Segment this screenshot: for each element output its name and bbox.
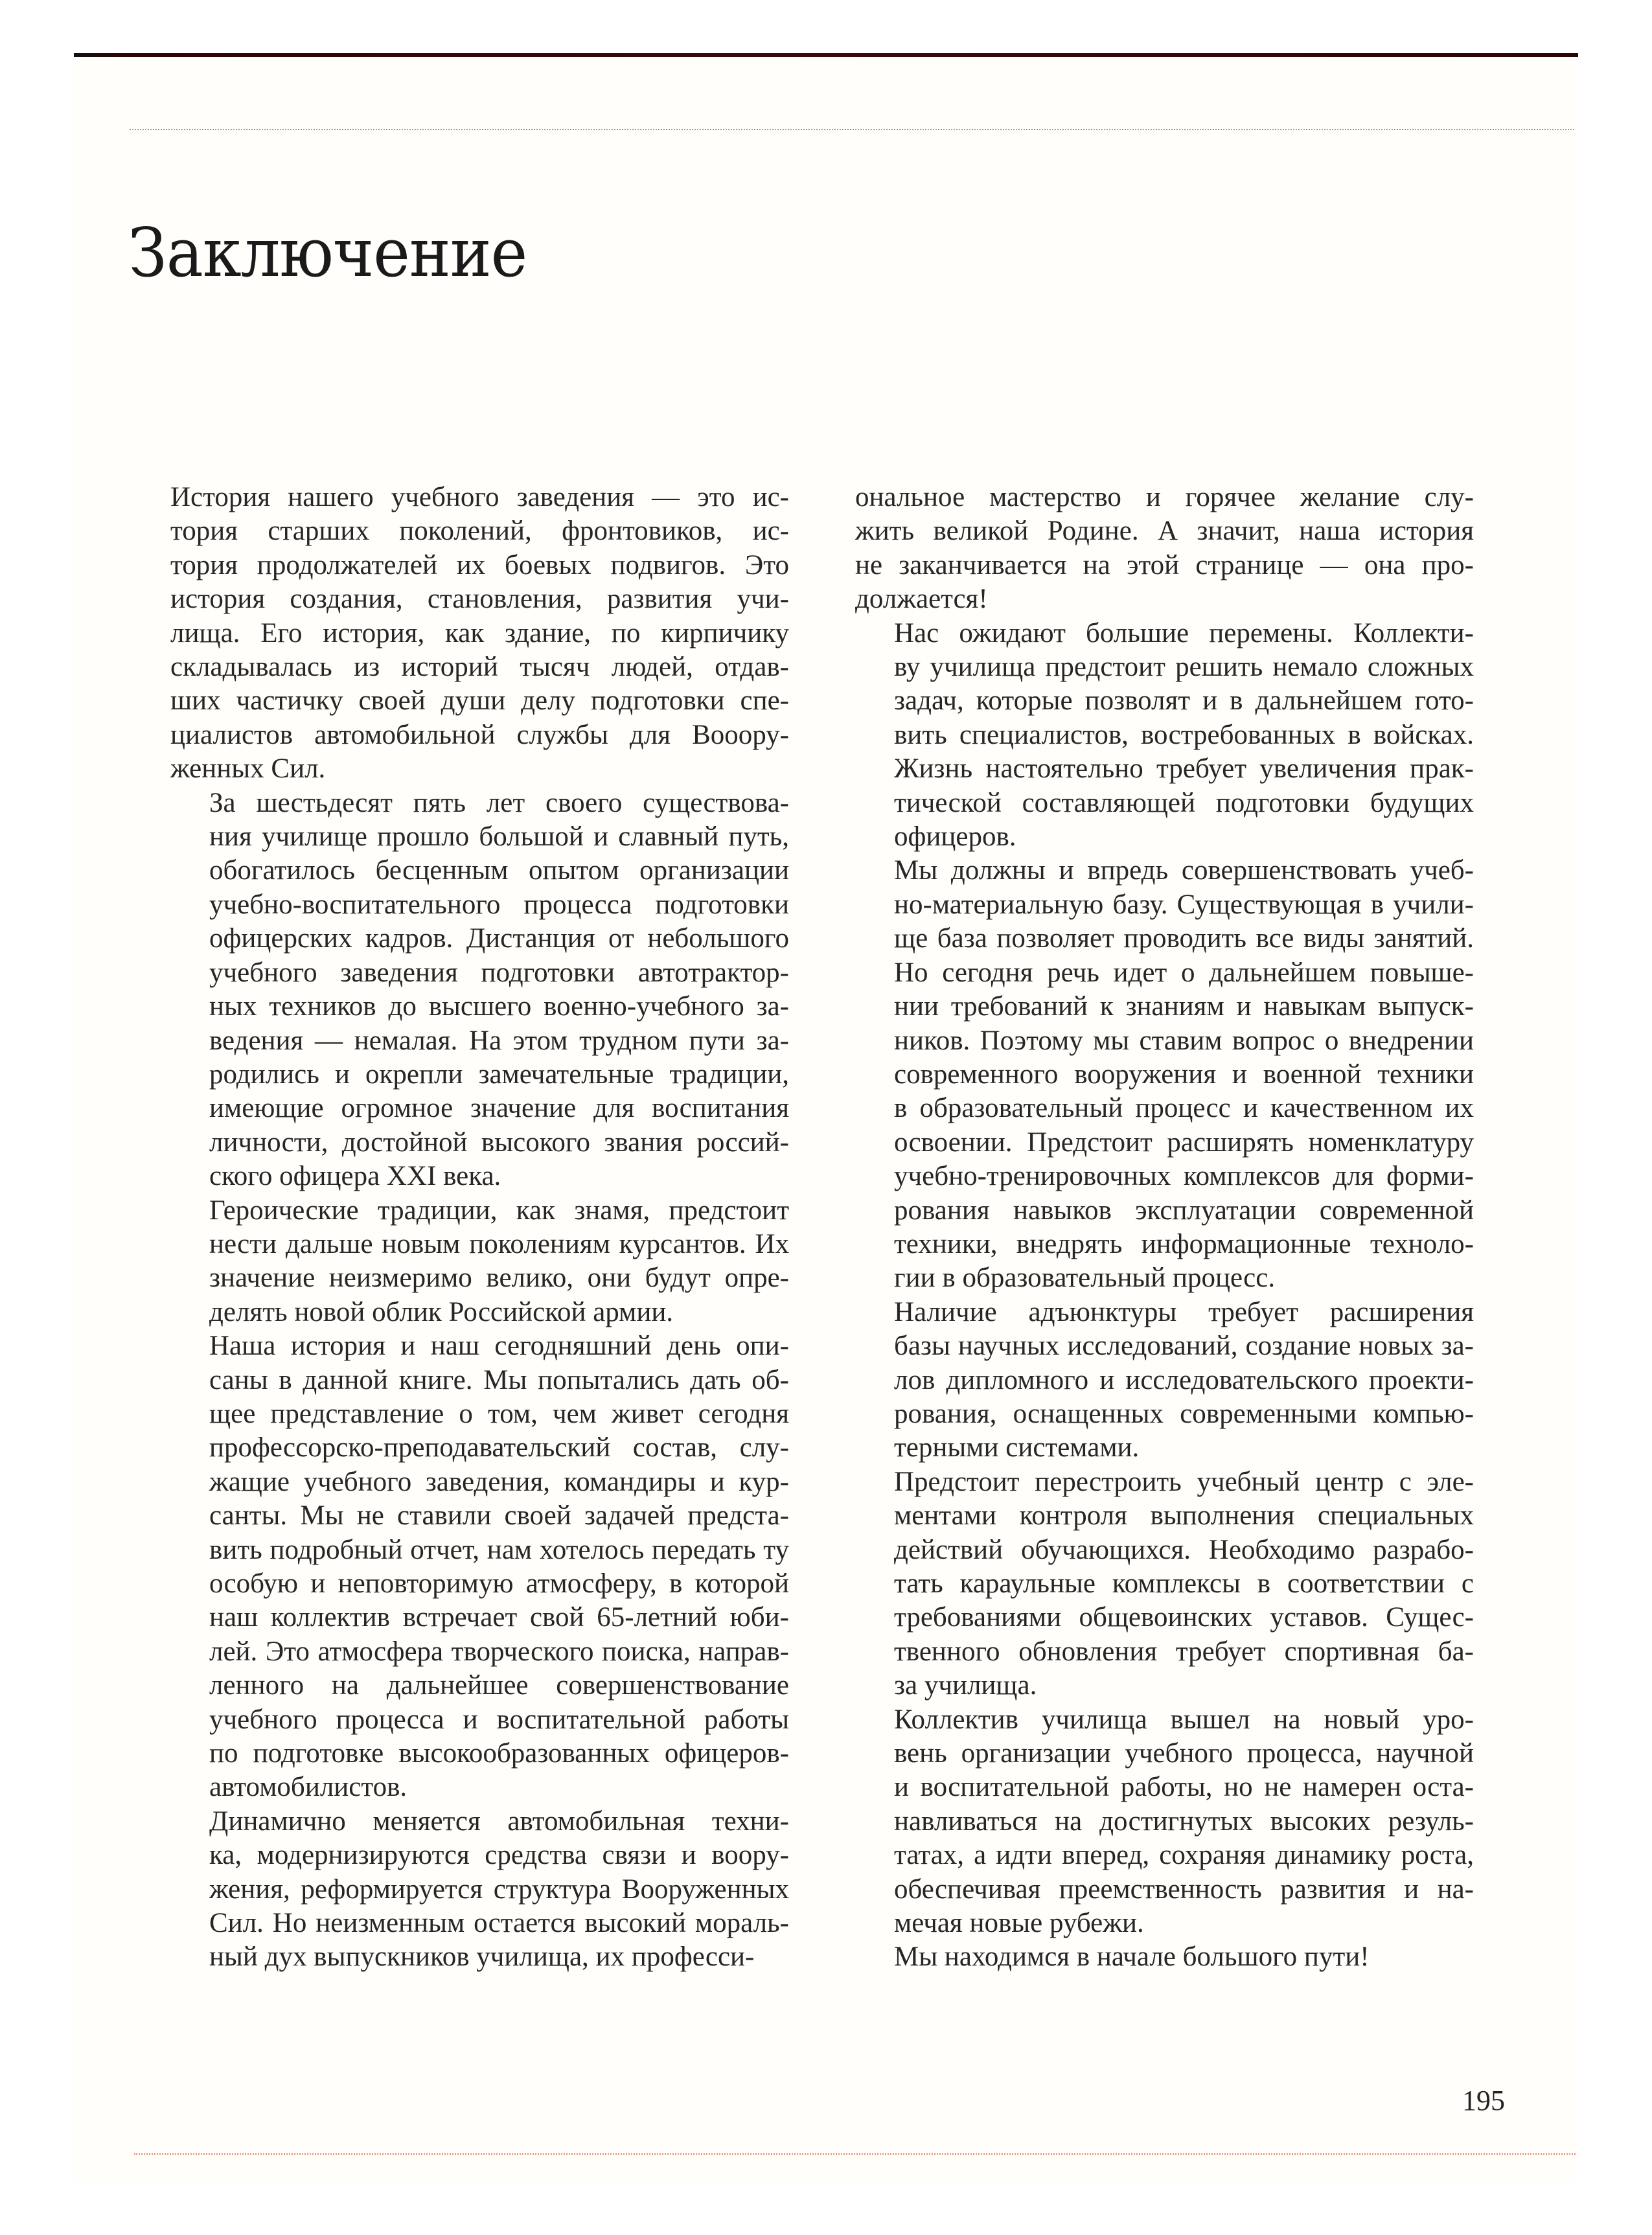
chapter-title: Заключение [128,213,527,292]
text-line: вень организации учебного процесса, научной [894,1738,1474,1769]
text-line: офицерских кадров. Дистанция от небольшого [209,923,789,954]
text-line: ния училище прошло большой и славный путь, [209,821,789,853]
text-line: нии требований к знаниям и навыкам выпуск- [894,991,1474,1022]
text-line: тория продолжателей их боевых подвигов. Это [170,549,789,580]
text-line: делять новой облик Российской армии. [209,1296,674,1327]
text-line: ников. Поэтому мы ставим вопрос о внедрении [894,1025,1474,1056]
text-line: базы научных исследований, создание новых за- [894,1331,1474,1362]
text-line: Динамично меняется автомобильная техни- [209,1805,789,1837]
text-line: вить специалистов, востребованных в войсках. [894,719,1474,750]
text-line: наш коллектив встречает свой 65-летний юби- [209,1602,789,1633]
text-line: ского офицера XXI века. [209,1161,501,1192]
text-line: навливаться на достигнутых высоких резуль- [894,1805,1474,1837]
top-decorative-bar [74,53,1578,57]
text-line: ный дух выпускников училища, их професси- [209,1942,755,1973]
text-line: терными системами. [894,1432,1140,1463]
paragraph [170,1805,789,1975]
text-line: Жизнь настоятельно требует увеличения прак- [894,753,1474,785]
paragraph [855,1703,1474,1941]
text-line: Героические традиции, как знамя, предстоит [209,1195,789,1226]
text-line: имеющие огромное значение для воспитания [209,1093,789,1124]
text-line: тической составляющей подготовки будущих [894,787,1474,818]
text-line: учебного процесса и воспитательной работы [209,1704,789,1735]
text-line: личности, достойной высокого звания россий- [209,1127,789,1158]
text-line: учебно-тренировочных комплексов для форми- [894,1161,1474,1192]
paragraph [855,617,1474,854]
text-line: Сил. Но неизменным остается высокий мораль- [209,1908,789,1939]
text-line: рования навыков эксплуатации современной [894,1195,1474,1226]
text-line: действий обучающихся. Необходимо разрабо- [894,1534,1474,1565]
text-line: щее представление о том, чем живет сегодня [209,1398,789,1429]
text-line: вить подробный отчет, нам хотелось передать ту [209,1534,789,1565]
text-line: современного вооружения и военной техники [894,1059,1474,1090]
text-line: задач, которые позволят и в дальнейшем гото- [894,685,1474,716]
text-line: Наличие адъюнктуры требует расширения [894,1296,1474,1327]
text-line: Но сегодня речь идет о дальнейшем повыше- [894,957,1474,988]
text-line: учебно-воспитательного процесса подготовки [209,889,789,920]
text-line: Мы находимся в начале большого пути! [894,1942,1370,1973]
text-line: История нашего учебного заведения — это ис- [170,482,789,512]
paragraph [170,1329,789,1805]
text-line: автомобилистов. [209,1772,407,1803]
text-line: За шестьдесят пять лет своего существова- [209,787,789,818]
text-line: лища. Его история, как здание, по кирпичику [170,617,789,648]
text-line: женных Сил. [170,753,326,785]
text-line: Нас ожидают большие перемены. Коллекти- [894,617,1474,648]
text-line: лов дипломного и исследовательского проекти- [894,1364,1474,1395]
text-line: за училища. [894,1670,1037,1701]
text-line: жить великой Родине. А значит, наша история [855,516,1474,547]
text-line: учебного заведения подготовки автотрактор- [209,957,789,988]
text-line: жащие учебного заведения, командиры и кур- [209,1466,789,1497]
text-line: твенного обновления требует спортивная ба- [894,1636,1474,1667]
left-text-column [170,481,789,1975]
text-line: Коллектив училища вышел на новый уро- [894,1704,1474,1735]
text-line: лей. Это атмосфера творческого поиска, направ- [209,1636,789,1667]
text-line: жения, реформируется структура Вооруженных [209,1874,789,1905]
text-line: тория старших поколений, фронтовиков, ис- [170,516,789,547]
text-line: офицеров. [894,821,1016,853]
text-line: гии в образовательный процесс. [894,1263,1276,1294]
text-line: в образовательный процесс и качественном их [894,1093,1474,1124]
text-line: родились и окрепли замечательные традиции, [209,1059,789,1090]
text-line: Предстоит перестроить учебный центр с эле- [894,1466,1474,1497]
text-line: ментами контроля выполнения специальных [894,1500,1474,1531]
paragraph [170,1194,789,1330]
paragraph [855,481,1474,617]
paragraph [855,1296,1474,1465]
book-page [74,53,1578,2182]
text-line: обогатилось бесценным опытом организации [209,855,789,886]
text-line: по подготовке высокообразованных офицеров- [209,1738,789,1769]
text-line: ще база позволяет проводить все виды занятий. [894,923,1474,954]
text-line: ведения — немалая. На этом трудном пути за- [209,1025,789,1056]
text-line: мечая новые рубежи. [894,1908,1144,1939]
right-text-column [855,481,1474,1975]
text-line: не заканчивается на этой странице — она про- [855,549,1474,580]
paragraph [170,786,789,1194]
text-line: освоении. Предстоит расширять номенклатуру [894,1127,1474,1158]
text-line: обеспечивая преемственность развития и на- [894,1874,1474,1905]
text-line: рования, оснащенных современными компью- [894,1398,1474,1429]
text-line: санты. Мы не ставили своей задачей предста- [209,1500,789,1531]
paragraph [170,481,789,786]
paragraph [855,1940,1474,1974]
text-line: ших частичку своей души делу подготовки спе- [170,685,789,716]
paragraph [855,854,1474,1295]
text-line: ленного на дальнейшее совершенствование [209,1670,789,1701]
text-line: техники, внедрять информационные техноло- [894,1228,1474,1259]
text-line: значение неизмеримо велико, они будут опре- [209,1263,789,1294]
text-line: ву училища предстоит решить немало сложных [894,652,1474,683]
text-line: особую и неповторимую атмосферу, в которой [209,1568,789,1599]
header-rule [130,129,1574,130]
text-line: саны в данной книге. Мы попытались дать об- [209,1364,789,1395]
paragraph [855,1465,1474,1703]
text-line: Наша история и наш сегодняшний день опи- [209,1331,789,1362]
text-line: но-материальную базу. Существующая в учили- [894,889,1474,920]
text-line: нести дальше новым поколениям курсантов. Их [209,1228,789,1259]
text-line: и воспитательной работы, но не намерен оста- [894,1772,1474,1803]
text-line: должается! [855,584,988,615]
text-line: складывалась из историй тысяч людей, отдав- [170,652,789,683]
text-line: профессорско-преподавательский состав, слу- [209,1432,789,1463]
text-line: татах, а идти вперед, сохраняя динамику роста, [894,1840,1474,1871]
text-line: требованиями общевоинских уставов. Сущес- [894,1602,1474,1633]
text-line: история создания, становления, развития учи- [170,584,789,615]
text-line: ональное мастерство и горячее желание слу- [855,482,1474,512]
text-line: ных техников до высшего военно-учебного за- [209,991,789,1022]
text-line: циалистов автомобильной службы для Вооору- [170,719,789,750]
page-number: 195 [1462,2085,1505,2116]
text-line: тать караульные комплексы в соответствии с [894,1568,1474,1599]
footer-rule [134,2153,1576,2155]
text-line: ка, модернизируются средства связи и воору- [209,1840,789,1871]
text-line: Мы должны и впредь совершенствовать учеб- [894,855,1474,886]
